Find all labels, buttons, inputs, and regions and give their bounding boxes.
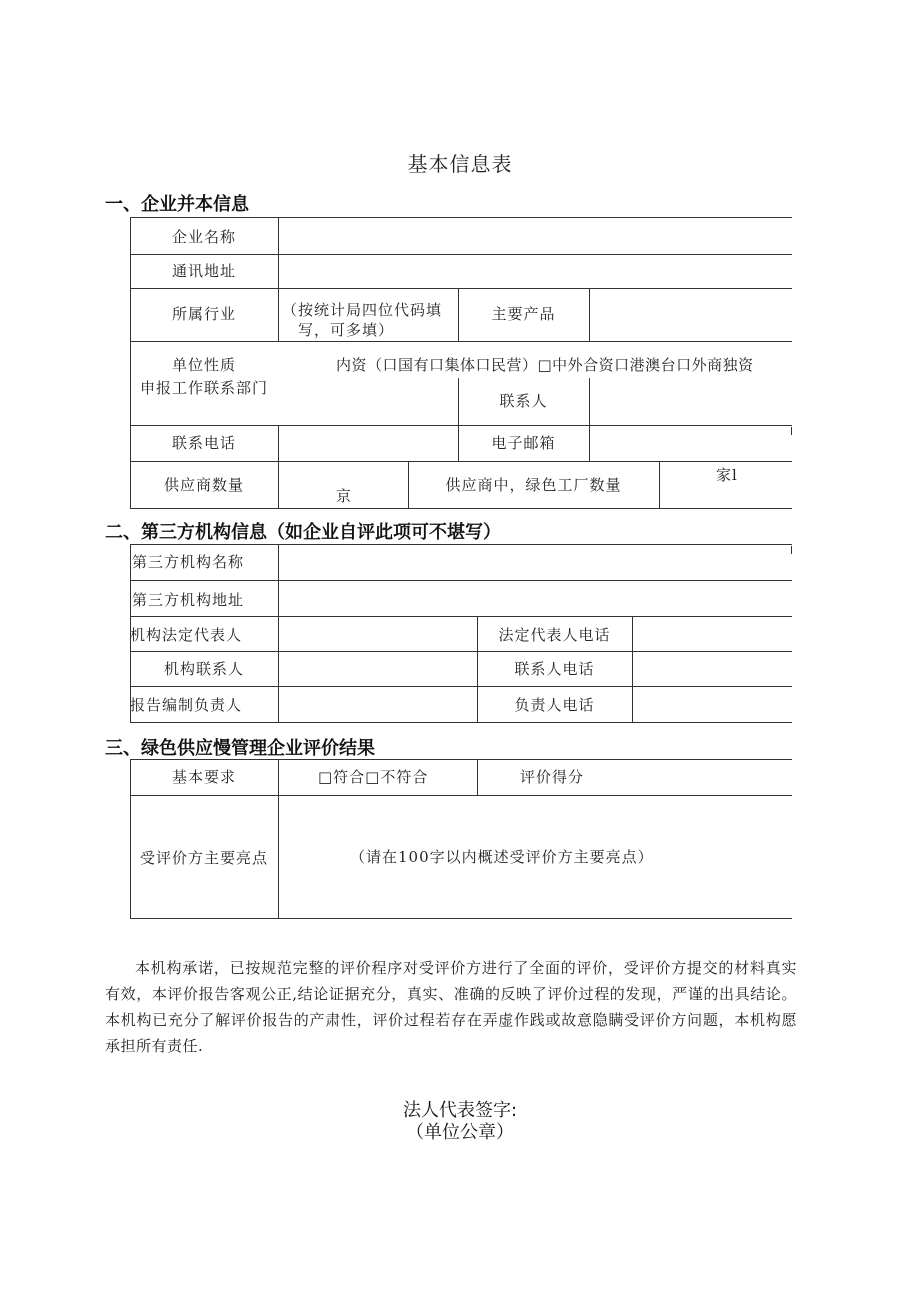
- email-field[interactable]: [590, 426, 791, 461]
- table-rule: [130, 722, 792, 723]
- company-name-label: 企业名称: [171, 228, 236, 246]
- basic-req-label: 基本要求: [171, 768, 236, 786]
- green-supplier-unit: 家l: [716, 466, 738, 484]
- contact-person-label: 联系人: [499, 392, 548, 410]
- industry-label: 所属行业: [171, 305, 236, 323]
- address-field[interactable]: [279, 255, 791, 288]
- email-label: 电子邮箱: [491, 434, 556, 452]
- supplier-count-label: 供应商数量: [163, 476, 244, 494]
- highlights-label: 受评价方主要亮点: [139, 849, 268, 867]
- table-rule: [130, 795, 792, 796]
- table-rule: [130, 341, 792, 342]
- table-rule: [791, 546, 792, 554]
- highlights-hint[interactable]: （请在100字以内概述受评价方主要亮点）: [350, 848, 654, 866]
- legal-rep-phone-field[interactable]: [633, 617, 791, 651]
- phone-field[interactable]: [279, 426, 457, 461]
- org-contact-label: 机构联系人: [163, 660, 244, 678]
- commitment-paragraph: 本机构承诺，已按规范完整的评价程序对受评价方进行了全面的评价，受评价方提交的材料真实有效，本评价报告客观公正,结论证据充分，真实、准确的反映了评价过程的发现，严谨的出具结论。本机构已充分了解评价报告的产肃性，评价过程若存在弄虚作践或故意隐瞒受评价方问题，本机构愿承担所有责任.: [105, 959, 797, 1055]
- industry-hint-line2: 写，可多填）: [298, 321, 395, 339]
- org-name-field[interactable]: [279, 545, 791, 580]
- section-3-heading: 三、绿色供应慢管理企业评价结果: [105, 738, 375, 759]
- table-rule: [130, 461, 792, 462]
- org-address-label: 第三方机构地址: [132, 591, 245, 609]
- org-contact-phone-field[interactable]: [633, 652, 791, 686]
- contact-dept-label: 申报工作联系部门: [139, 379, 268, 397]
- phone-label: 联系电话: [171, 434, 236, 452]
- report-owner-phone-field[interactable]: [633, 687, 791, 722]
- compliance-options[interactable]: □符合□不符合: [318, 768, 429, 786]
- legal-rep-field[interactable]: [279, 617, 476, 651]
- table-rule: [278, 759, 279, 918]
- org-contact-phone-label: 联系人电话: [514, 660, 595, 678]
- signature-label: 法人代表签字:: [402, 1100, 518, 1121]
- report-owner-phone-label: 负责人电话: [514, 696, 595, 714]
- company-name-field[interactable]: [279, 218, 791, 254]
- industry-hint-line1: （按统计局四位代码填: [282, 301, 443, 319]
- main-product-field[interactable]: [590, 289, 791, 341]
- table-rule: [130, 918, 792, 919]
- table-rule: [130, 508, 792, 509]
- unit-nature-options[interactable]: 内资（口国有口集体口民营）□中外合资口港澳台口外商独资: [336, 356, 754, 374]
- section-2-heading: 二、第三方机构信息（如企业自评此项可不堪写）: [105, 522, 501, 543]
- seal-label: （单位公章）: [406, 1122, 514, 1143]
- report-owner-field[interactable]: [279, 687, 476, 722]
- table-rule: [130, 759, 792, 760]
- page-title: 基本信息表: [407, 152, 513, 176]
- main-product-label: 主要产品: [491, 305, 556, 323]
- org-contact-field[interactable]: [279, 652, 476, 686]
- legal-rep-phone-label: 法定代表人电话: [498, 626, 611, 644]
- unit-nature-label: 单位性质: [171, 356, 236, 374]
- score-label: 评价得分: [520, 768, 585, 786]
- contact-person-field[interactable]: [590, 379, 791, 425]
- org-name-label: 第三方机构名称: [132, 553, 245, 571]
- legal-rep-label: 机构法定代表人: [130, 626, 243, 644]
- green-supplier-label: 供应商中，绿色工厂数量: [445, 476, 622, 494]
- report-owner-label: 报告编制负责人: [130, 696, 243, 714]
- table-rule: [477, 759, 478, 795]
- table-rule: [791, 427, 792, 435]
- table-rule: [659, 461, 660, 508]
- section-1-heading: 一、企业并本信息: [105, 194, 249, 215]
- address-label: 通讯地址: [171, 262, 236, 280]
- supplier-count-unit: 京: [336, 487, 353, 505]
- org-address-field[interactable]: [279, 581, 791, 616]
